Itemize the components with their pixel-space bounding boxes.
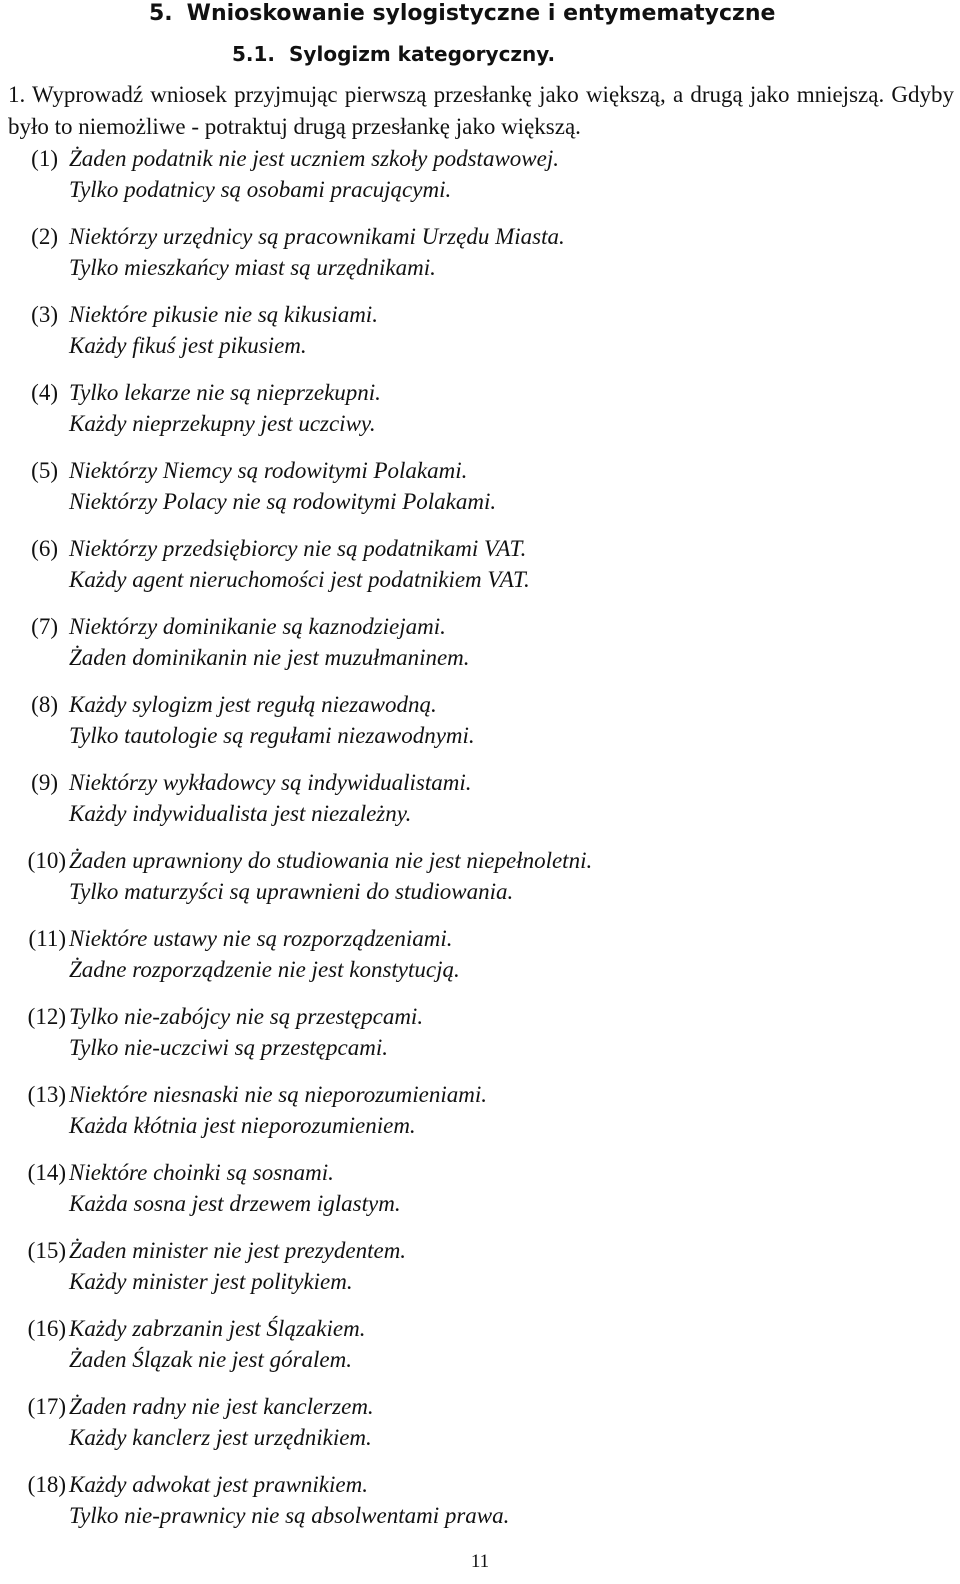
list-item (0, 1157, 960, 1235)
list-item (0, 1079, 960, 1157)
premise-minor: Żaden dominikanin nie jest muzułmaninem. (69, 645, 470, 670)
premise-minor: Każdy indywidualista jest niezależny. (69, 801, 412, 826)
premise-major: Żaden uprawniony do studiowania nie jest niepełnoletni. (69, 848, 593, 873)
premise-minor: Każdy minister jest politykiem. (69, 1269, 353, 1294)
item-number: (5) (31, 458, 58, 483)
premise-minor: Każda sosna jest drzewem iglastym. (69, 1191, 401, 1216)
premise-major: Tylko lekarze nie są nieprzekupni. (69, 380, 381, 405)
premise-major: Niektórzy Niemcy są rodowitymi Polakami. (69, 458, 468, 483)
page-number: 11 (470, 1551, 490, 1572)
premise-major: Niektórzy urzędnicy są pracownikami Urzędu Miasta. (69, 224, 565, 249)
item-number: (13) (27, 1082, 66, 1107)
item-number: (6) (31, 536, 58, 561)
item-number: (8) (31, 692, 58, 717)
item-number: (7) (31, 614, 58, 639)
list-item (0, 767, 960, 845)
premise-major: Żaden radny nie jest kanclerzem. (69, 1394, 374, 1419)
item-number: (12) (27, 1004, 66, 1029)
premise-minor: Tylko tautologie są regułami niezawodnymi. (69, 723, 475, 748)
list-item (0, 1391, 960, 1469)
section-number: 5. (149, 1, 173, 26)
list-item (0, 377, 960, 455)
item-number: (14) (27, 1160, 66, 1185)
premise-minor: Żaden Ślązak nie jest góralem. (69, 1347, 352, 1372)
premise-major: Żaden podatnik nie jest uczniem szkoły podstawowej. (69, 146, 559, 171)
premise-major: Niektórzy przedsiębiorcy nie są podatnikami VAT. (69, 536, 527, 561)
item-number: (18) (27, 1472, 66, 1497)
item-number: (9) (31, 770, 58, 795)
premise-major: Każdy sylogizm jest regułą niezawodną. (69, 692, 437, 717)
premise-major: Żaden minister nie jest prezydentem. (69, 1238, 407, 1263)
premise-minor: Tylko mieszkańcy miast są urzędnikami. (69, 255, 436, 280)
list-item (0, 221, 960, 299)
item-number: (17) (27, 1394, 66, 1419)
item-number: (4) (31, 380, 58, 405)
premise-minor: Tylko maturzyści są uprawnieni do studiowania. (69, 879, 514, 904)
list-item (0, 1313, 960, 1391)
premise-minor: Każdy kanclerz jest urzędnikiem. (69, 1425, 372, 1450)
premise-major: Niektóre choinki są sosnami. (69, 1160, 334, 1185)
premise-minor: Żadne rozporządzenie nie jest konstytucją. (69, 957, 460, 982)
premise-minor: Każdy nieprzekupny jest uczciwy. (69, 411, 376, 436)
premise-minor: Tylko nie-prawnicy nie są absolwentami prawa. (69, 1503, 510, 1528)
premise-major: Tylko nie-zabójcy nie są przestępcami. (69, 1004, 424, 1029)
premise-major: Niektóre pikusie nie są kikusiami. (69, 302, 378, 327)
premise-minor: Tylko podatnicy są osobami pracującymi. (69, 177, 452, 202)
list-item (0, 455, 960, 533)
list-item (0, 143, 960, 221)
list-item (0, 689, 960, 767)
item-number: (1) (31, 146, 58, 171)
section-heading (149, 0, 775, 28)
premise-major: Niektóre ustawy nie są rozporządzeniami. (69, 926, 453, 951)
item-number: (10) (27, 848, 66, 873)
subsection-heading (232, 41, 555, 67)
premise-minor: Każdy fikuś jest pikusiem. (69, 333, 307, 358)
item-number: (3) (31, 302, 58, 327)
premise-major: Każdy zabrzanin jest Ślązakiem. (69, 1316, 366, 1341)
subsection-number: 5.1. (232, 42, 276, 66)
list-item (0, 1235, 960, 1313)
premise-minor: Każda kłótnia jest nieporozumieniem. (69, 1113, 416, 1138)
list-item (0, 1001, 960, 1079)
subsection-title: Sylogizm kategoryczny. (289, 42, 556, 66)
premise-major: Każdy adwokat jest prawnikiem. (69, 1472, 368, 1497)
list-item (0, 299, 960, 377)
premise-minor: Tylko nie-uczciwi są przestępcami. (69, 1035, 388, 1060)
item-number: (11) (28, 926, 66, 951)
premise-major: Niektórzy wykładowcy są indywidualistami. (69, 770, 472, 795)
item-number: (15) (27, 1238, 66, 1263)
item-number: (16) (27, 1316, 66, 1341)
premise-major: Niektóre niesnaski nie są nieporozumieniami. (69, 1082, 487, 1107)
syllogism-list (0, 143, 960, 1547)
list-item (0, 845, 960, 923)
premise-minor: Niektórzy Polacy nie są rodowitymi Polakami. (69, 489, 497, 514)
premise-minor: Każdy agent nieruchomości jest podatnikiem VAT. (69, 567, 530, 592)
list-item (0, 533, 960, 611)
list-item (0, 611, 960, 689)
premise-major: Niektórzy dominikanie są kaznodziejami. (69, 614, 446, 639)
list-item (0, 1469, 960, 1547)
item-number: (2) (31, 224, 58, 249)
exercise-instruction: 1. Wyprowadź wniosek przyjmując pierwszą przesłankę jako większą, a drugą jako mniejszą. Gdyby było to niemożliwe - potraktuj drugą przesłankę jako większą. (8, 82, 954, 139)
list-item (0, 923, 960, 1001)
section-title: Wnioskowanie sylogistyczne i entymematyczne (186, 1, 776, 26)
